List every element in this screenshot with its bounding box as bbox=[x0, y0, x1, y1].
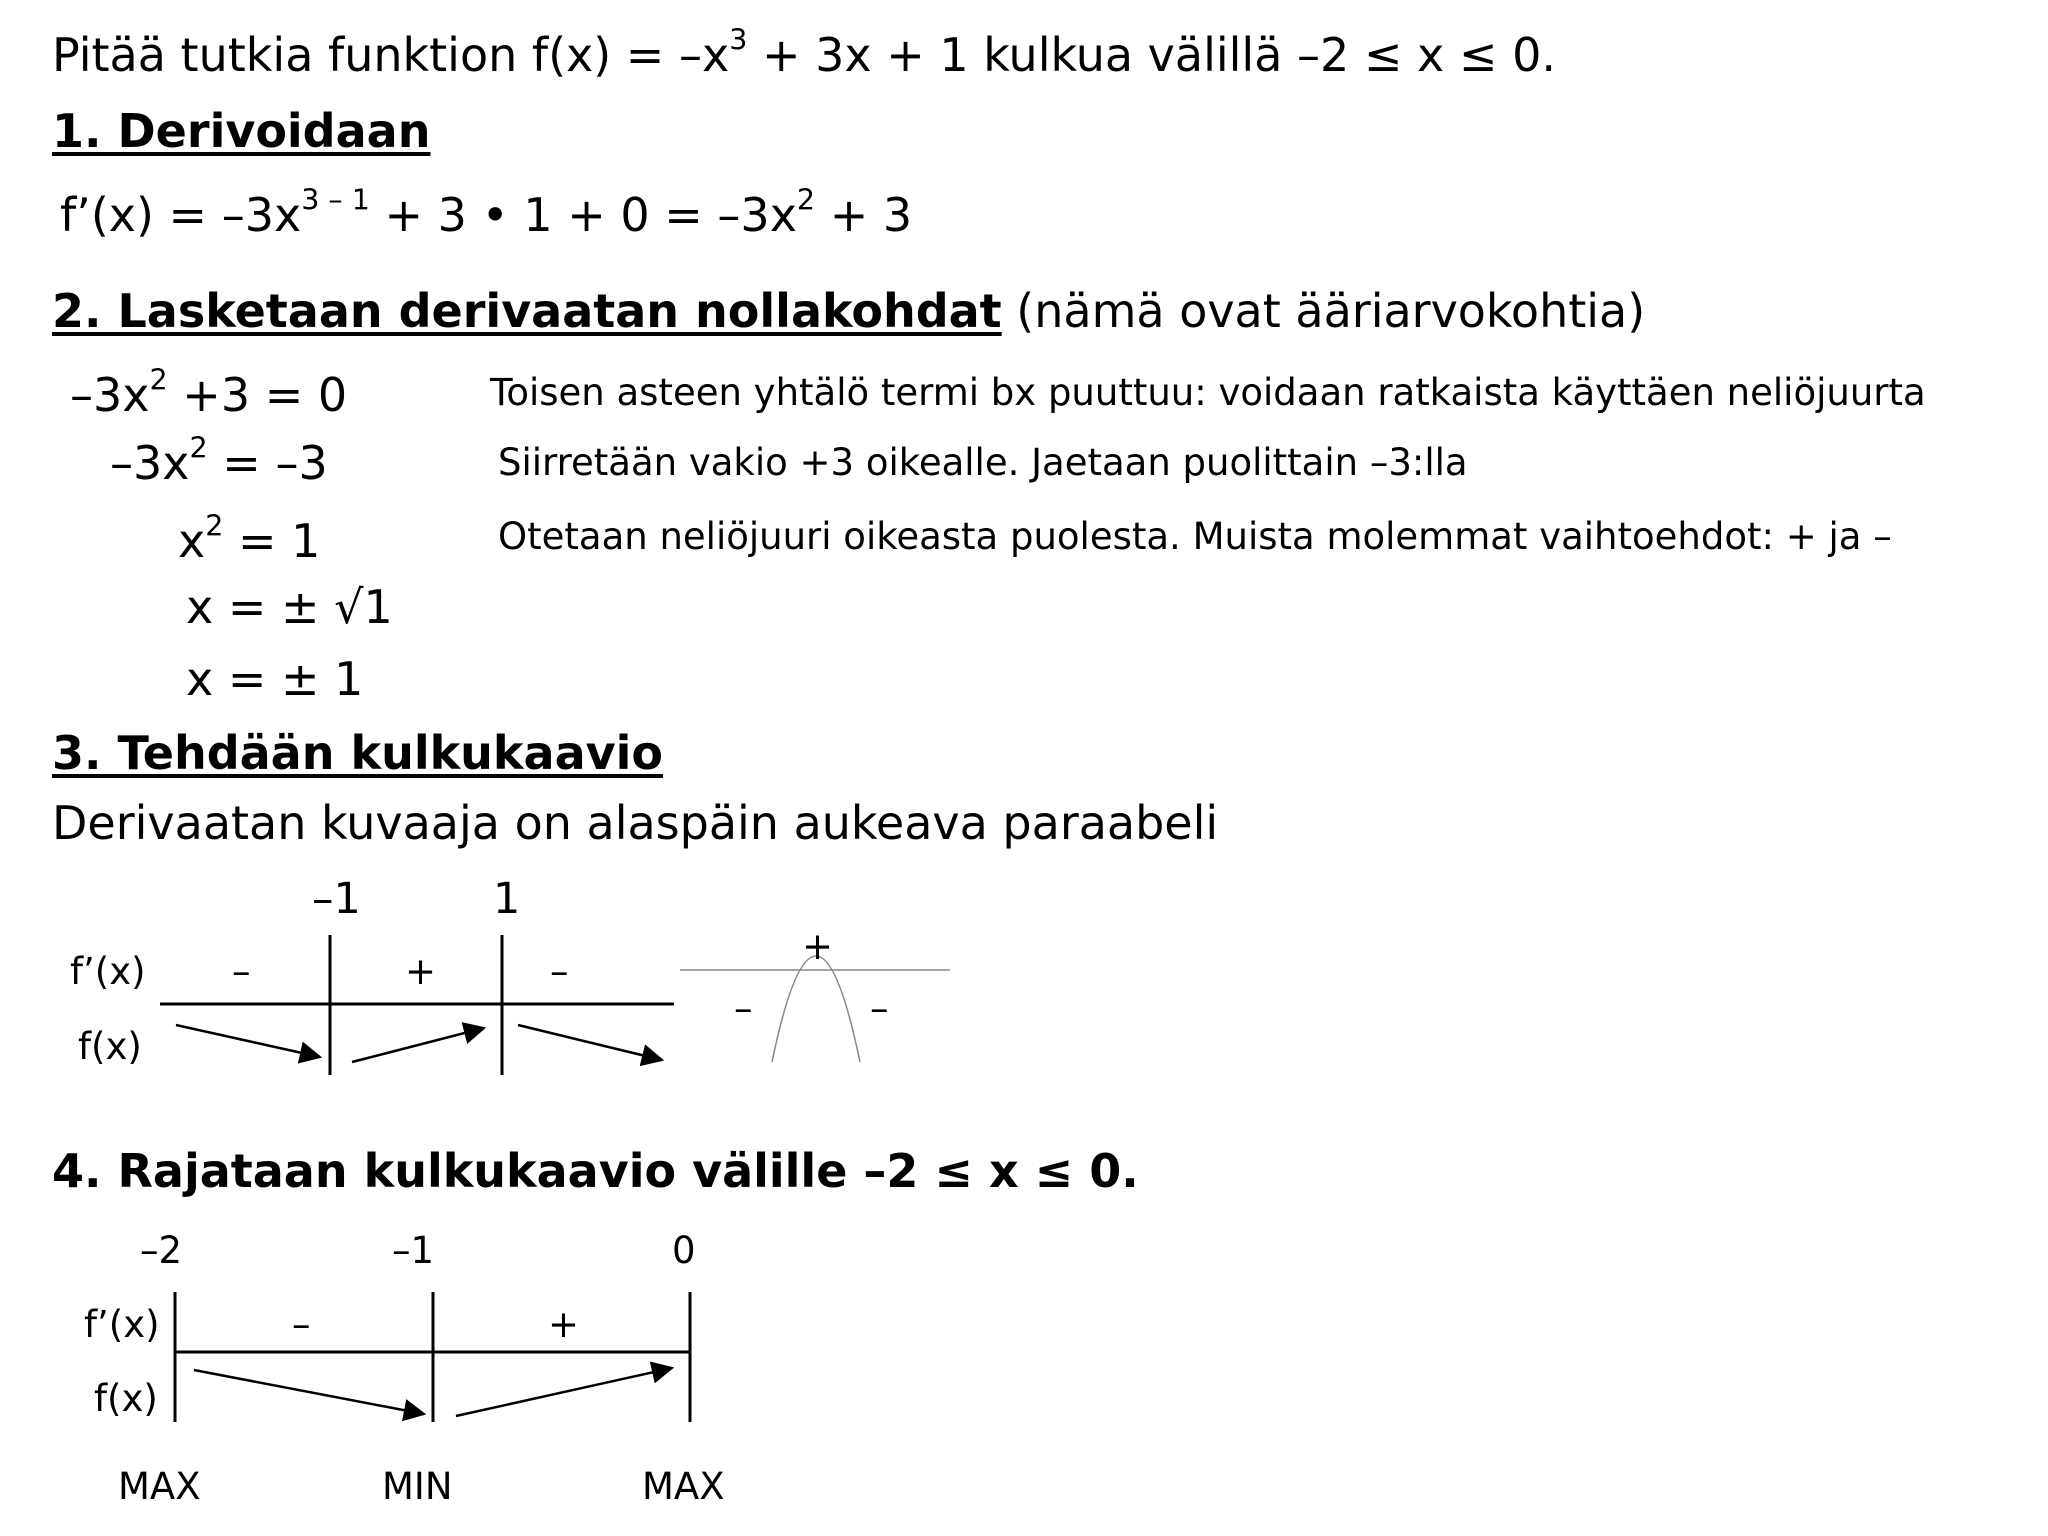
table2-xlabel-1: –2 bbox=[140, 1229, 183, 1272]
derivative-exp-2: 2 bbox=[796, 183, 816, 217]
section-4-heading: 4. Rajataan kulkukaavio välille –2 ≤ x ≤ 0. bbox=[52, 1144, 1139, 1198]
section-3-text: Derivaatan kuvaaja on alaspäin aukeava paraabeli bbox=[52, 796, 1219, 850]
table1-sign-3: – bbox=[550, 950, 569, 993]
derivative-part-b: + 3 • 1 + 0 = –3x bbox=[369, 188, 797, 242]
section-3-heading: 3. Tehdään kulkukaavio bbox=[52, 726, 663, 780]
table1-arrow-down-2 bbox=[518, 1025, 662, 1060]
table2-xlabel-2: –1 bbox=[392, 1229, 435, 1272]
derivative-part-a: f’(x) = –3x bbox=[60, 188, 302, 242]
section-2-heading: 2. Lasketaan derivaatan nollakohdat bbox=[52, 284, 1002, 338]
eq1-b: +3 = 0 bbox=[167, 368, 348, 422]
table2-arrow-up bbox=[456, 1368, 672, 1416]
sketch-sign-minus-left: – bbox=[734, 987, 753, 1030]
comment-1: Toisen asteen yhtälö termi bx puuttuu: voidaan ratkaista käyttäen neliöjuurta bbox=[490, 371, 1926, 414]
extremum-label-max-2: MAX bbox=[642, 1465, 725, 1508]
eq2-b: = –3 bbox=[207, 436, 328, 490]
derivative-part-c: + 3 bbox=[815, 188, 913, 242]
table1-arrow-down-1 bbox=[176, 1025, 320, 1057]
table1-sign-1: – bbox=[232, 950, 251, 993]
comment-3: Otetaan neliöjuuri oikeasta puolesta. Muista molemmat vaihtoehdot: + ja – bbox=[498, 515, 1892, 558]
table2-row-fp: f’(x) bbox=[84, 1303, 160, 1346]
comment-2: Siirretään vakio +3 oikealle. Jaetaan puolittain –3:lla bbox=[498, 441, 1468, 484]
intro-exponent: 3 bbox=[729, 23, 748, 57]
table2-sign-2: + bbox=[548, 1303, 580, 1346]
eq1-a: –3x bbox=[70, 368, 150, 422]
extremum-label-max-1: MAX bbox=[118, 1465, 201, 1508]
sketch-sign-minus-right: – bbox=[870, 987, 889, 1030]
sketch-parabola bbox=[772, 956, 860, 1062]
section-2-note: (nämä ovat ääriarvokohtia) bbox=[1001, 284, 1646, 338]
eq1-exp: 2 bbox=[149, 363, 168, 397]
table1-arrow-up bbox=[352, 1028, 484, 1062]
table2-arrow-down bbox=[194, 1370, 424, 1414]
eq2-exp: 2 bbox=[189, 431, 208, 465]
equation-4: x = ± √1 bbox=[186, 580, 393, 634]
intro-text: Pitää tutkia funktion f(x) = –x bbox=[52, 28, 730, 82]
table1-xlabel-2: 1 bbox=[493, 874, 521, 924]
table1-sign-2: + bbox=[405, 950, 437, 993]
table2-xlabel-3: 0 bbox=[672, 1229, 696, 1272]
intro-text-end: + 3x + 1 kulkua välillä –2 ≤ x ≤ 0. bbox=[747, 28, 1556, 82]
extremum-label-min: MIN bbox=[382, 1465, 453, 1508]
derivative-exp-1: 3 – 1 bbox=[301, 183, 370, 217]
table1-row-f: f(x) bbox=[78, 1025, 142, 1068]
table2-row-f: f(x) bbox=[94, 1377, 158, 1420]
equation-5: x = ± 1 bbox=[186, 652, 364, 706]
eq3-a: x bbox=[178, 514, 206, 568]
table1-row-fp: f’(x) bbox=[70, 950, 146, 993]
section-1-heading: 1. Derivoidaan bbox=[52, 104, 431, 158]
table1-xlabel-1: –1 bbox=[312, 874, 361, 924]
eq2-a: –3x bbox=[110, 436, 190, 490]
table2-sign-1: – bbox=[292, 1303, 311, 1346]
sketch-sign-plus: + bbox=[802, 925, 834, 968]
eq3-b: = 1 bbox=[223, 514, 321, 568]
eq3-exp: 2 bbox=[205, 509, 224, 543]
